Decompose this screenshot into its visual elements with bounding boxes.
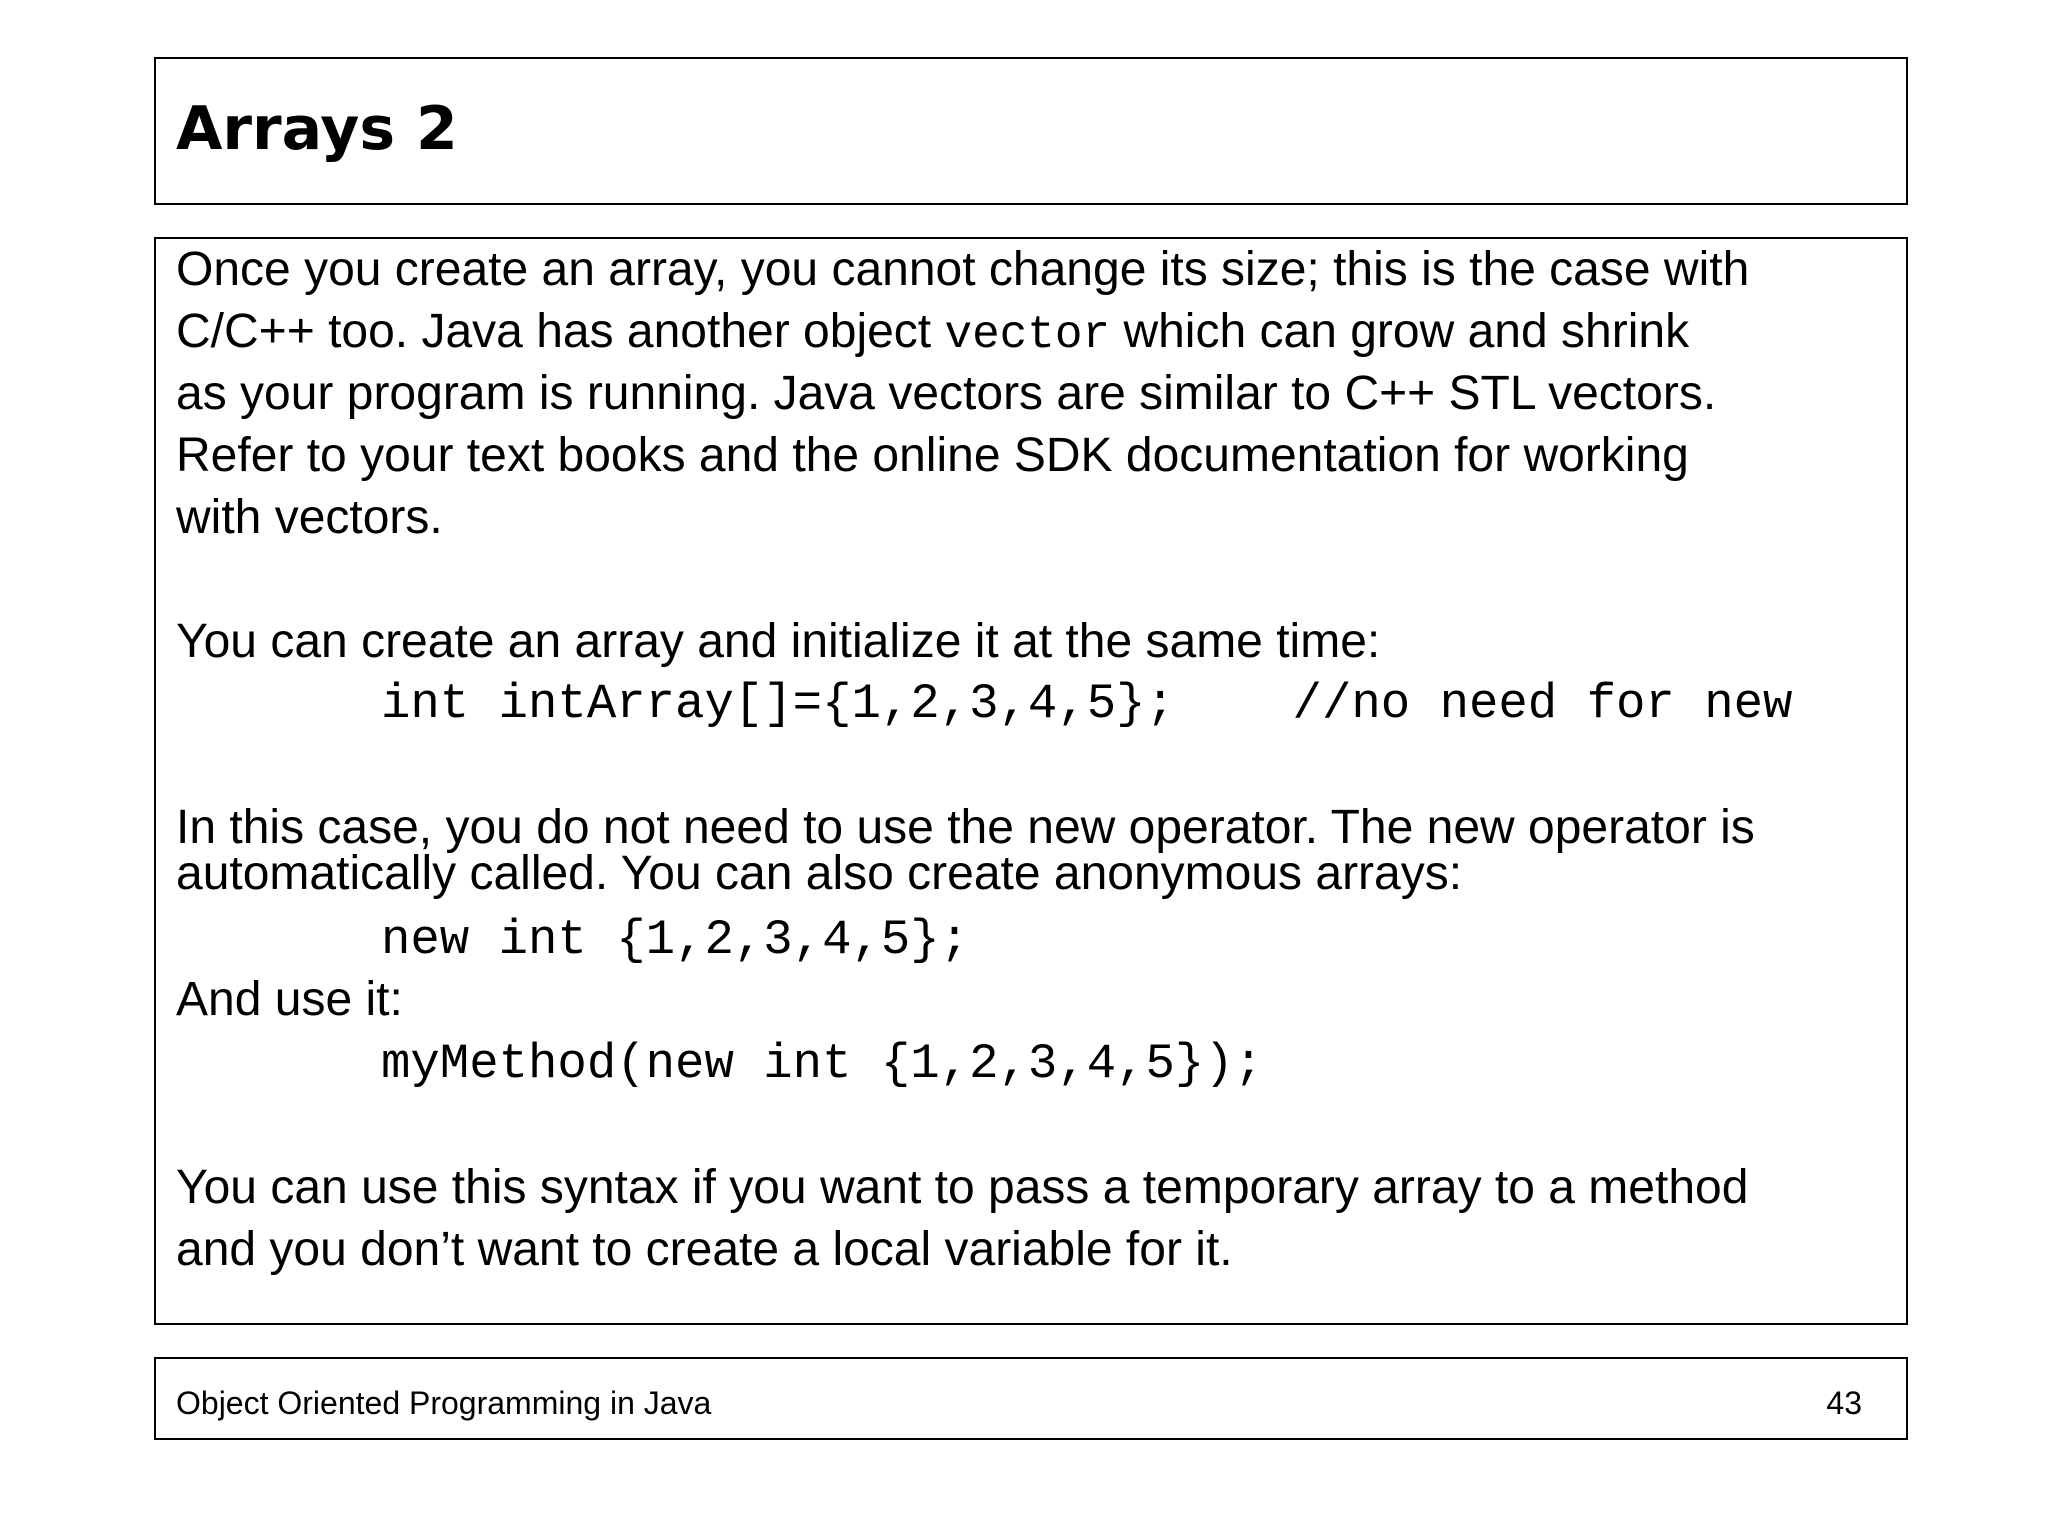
paragraph-1-line-3: as your program is running. Java vectors are similar to C++ STL vectors. xyxy=(176,367,1717,420)
paragraph-1-line-2 xyxy=(176,301,1689,366)
paragraph-1-line-1: Once you create an array, you cannot change its size; this is the case with xyxy=(176,243,1750,296)
paragraph-1-line-2-start: C/C++ too. Java has another object xyxy=(176,305,945,358)
content-box xyxy=(154,237,1908,1325)
code-array-initializer: int intArray[]={1,2,3,4,5}; //no need for new xyxy=(381,676,1793,732)
paragraph-3-line-2: automatically called. You can also create anonymous arrays: xyxy=(176,847,1463,900)
paragraph-1-line-4: Refer to your text books and the online SDK documentation for working xyxy=(176,429,1689,482)
title-box xyxy=(154,57,1908,205)
paragraph-5-line-1: You can use this syntax if you want to pass a temporary array to a method xyxy=(176,1161,1749,1214)
footer-page-number: 43 xyxy=(1826,1385,1862,1421)
code-method-call: myMethod(new int {1,2,3,4,5}); xyxy=(381,1036,1264,1092)
paragraph-5-line-2: and you don’t want to create a local variable for it. xyxy=(176,1223,1233,1276)
paragraph-2: You can create an array and initialize it at the same time: xyxy=(176,615,1381,668)
paragraph-4: And use it: xyxy=(176,973,403,1026)
code-anonymous-array: new int {1,2,3,4,5}; xyxy=(381,912,970,968)
vector-code-term: vector xyxy=(944,309,1111,361)
slide-title: Arrays 2 xyxy=(176,94,458,164)
paragraph-3-line-1: In this case, you do not need to use the new operator. The new operator is xyxy=(176,801,1755,854)
footer-box xyxy=(154,1357,1908,1440)
paragraph-1-line-2-end: which can grow and shrink xyxy=(1110,305,1690,358)
paragraph-1-line-5: with vectors. xyxy=(176,491,443,544)
footer-course-title: Object Oriented Programming in Java xyxy=(176,1385,712,1421)
